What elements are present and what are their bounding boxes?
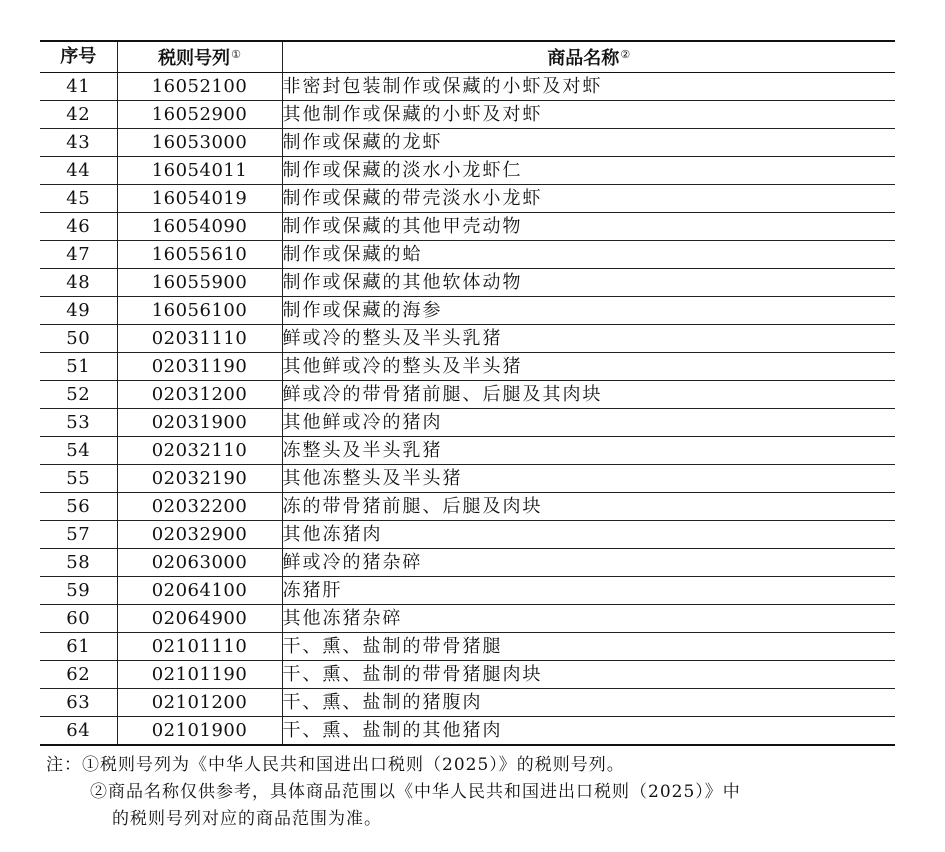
- code-cell: 16052900: [117, 101, 282, 129]
- table-row: [40, 437, 895, 465]
- seq-cell: 51: [40, 353, 117, 381]
- table-row: [40, 577, 895, 605]
- header-seq: 序号: [40, 41, 117, 73]
- code-cell: 02063000: [117, 549, 282, 577]
- seq-cell: 44: [40, 157, 117, 185]
- footnote-mark-2: ②: [620, 48, 631, 61]
- name-cell: 其他冻整头及半头猪: [282, 467, 463, 489]
- table-row: [40, 717, 895, 746]
- code-cell: 16053000: [117, 129, 282, 157]
- name-cell: 其他冻猪肉: [282, 523, 383, 545]
- table-row: [40, 661, 895, 689]
- table-row: [40, 381, 895, 409]
- seq-cell: 43: [40, 129, 117, 157]
- name-cell: 冻的带骨猪前腿、后腿及肉块: [282, 495, 543, 517]
- header-name: 商品名称②: [547, 48, 631, 69]
- table-row: [40, 493, 895, 521]
- table-row: [40, 241, 895, 269]
- code-cell: 02101190: [117, 661, 282, 689]
- seq-cell: 62: [40, 661, 117, 689]
- table-row: [40, 129, 895, 157]
- name-cell: 非密封包装制作或保藏的小虾及对虾: [282, 75, 603, 97]
- code-cell: 16055900: [117, 269, 282, 297]
- seq-cell: 50: [40, 325, 117, 353]
- table-row: [40, 353, 895, 381]
- code-cell: 16052100: [117, 73, 282, 101]
- seq-cell: 58: [40, 549, 117, 577]
- table-row: [40, 633, 895, 661]
- code-cell: 02032190: [117, 465, 282, 493]
- seq-cell: 55: [40, 465, 117, 493]
- name-cell: 其他冻猪杂碎: [282, 607, 403, 629]
- seq-cell: 63: [40, 689, 117, 717]
- name-cell: 其他鲜或冷的猪肉: [282, 411, 443, 433]
- table-row: [40, 605, 895, 633]
- seq-cell: 64: [40, 717, 117, 746]
- table-row: [40, 101, 895, 129]
- table-header-row: [40, 41, 895, 73]
- name-cell: 干、熏、盐制的带骨猪腿: [282, 635, 503, 657]
- code-cell: 16054019: [117, 185, 282, 213]
- tariff-table: [40, 40, 895, 746]
- code-cell: 02032110: [117, 437, 282, 465]
- code-cell: 02031900: [117, 409, 282, 437]
- table-row: [40, 549, 895, 577]
- seq-cell: 42: [40, 101, 117, 129]
- seq-cell: 52: [40, 381, 117, 409]
- seq-cell: 47: [40, 241, 117, 269]
- seq-cell: 41: [40, 73, 117, 101]
- header-code: 税则号列①: [117, 41, 282, 73]
- seq-cell: 61: [40, 633, 117, 661]
- seq-cell: 57: [40, 521, 117, 549]
- table-row: [40, 213, 895, 241]
- name-cell: 鲜或冷的带骨猪前腿、后腿及其肉块: [282, 383, 603, 405]
- name-cell: 干、熏、盐制的带骨猪腿肉块: [282, 663, 543, 685]
- seq-cell: 49: [40, 297, 117, 325]
- name-cell: 制作或保藏的龙虾: [282, 131, 443, 153]
- code-cell: 02101200: [117, 689, 282, 717]
- code-cell: 16056100: [117, 297, 282, 325]
- code-cell: 02031200: [117, 381, 282, 409]
- seq-cell: 46: [40, 213, 117, 241]
- name-cell: 制作或保藏的海参: [282, 299, 443, 321]
- table-row: [40, 73, 895, 101]
- footnote-1: 注：①税则号列为《中华人民共和国进出口税则（2025）》的税则号列。: [46, 755, 625, 775]
- seq-cell: 53: [40, 409, 117, 437]
- table-row: [40, 297, 895, 325]
- seq-cell: 48: [40, 269, 117, 297]
- seq-cell: 54: [40, 437, 117, 465]
- table-row: [40, 465, 895, 493]
- table-row: [40, 689, 895, 717]
- code-cell: 02032200: [117, 493, 282, 521]
- table-row: [40, 269, 895, 297]
- name-cell: 制作或保藏的其他软体动物: [282, 271, 523, 293]
- footnotes: [46, 752, 906, 833]
- table-row: [40, 521, 895, 549]
- footnote-2-continued: 的税则号列对应的商品范围为准。: [112, 809, 382, 829]
- name-cell: 制作或保藏的带壳淡水小龙虾: [282, 187, 543, 209]
- footnote-2: ②商品名称仅供参考，具体商品范围以《中华人民共和国进出口税则（2025）》中: [90, 782, 741, 802]
- code-cell: 16054011: [117, 157, 282, 185]
- name-cell: 冻整头及半头乳猪: [282, 439, 443, 461]
- code-cell: 02064900: [117, 605, 282, 633]
- code-cell: 16054090: [117, 213, 282, 241]
- code-cell: 02031190: [117, 353, 282, 381]
- code-cell: 02101900: [117, 717, 282, 746]
- seq-cell: 45: [40, 185, 117, 213]
- name-cell: 鲜或冷的猪杂碎: [282, 551, 423, 573]
- name-cell: 鲜或冷的整头及半头乳猪: [282, 327, 503, 349]
- code-cell: 02064100: [117, 577, 282, 605]
- name-cell: 干、熏、盐制的其他猪肉: [282, 719, 503, 741]
- table-row: [40, 157, 895, 185]
- seq-cell: 60: [40, 605, 117, 633]
- code-cell: 16055610: [117, 241, 282, 269]
- name-cell: 制作或保藏的其他甲壳动物: [282, 215, 523, 237]
- name-cell: 冻猪肝: [282, 579, 343, 601]
- name-cell: 制作或保藏的淡水小龙虾仁: [282, 159, 523, 181]
- footnote-mark-1: ①: [231, 48, 241, 61]
- table-row: [40, 325, 895, 353]
- name-cell: 其他鲜或冷的整头及半头猪: [282, 355, 523, 377]
- code-cell: 02101110: [117, 633, 282, 661]
- code-cell: 02031110: [117, 325, 282, 353]
- name-cell: 制作或保藏的蛤: [282, 243, 423, 265]
- table-body: [40, 73, 895, 746]
- seq-cell: 56: [40, 493, 117, 521]
- code-cell: 02032900: [117, 521, 282, 549]
- table-row: [40, 409, 895, 437]
- seq-cell: 59: [40, 577, 117, 605]
- name-cell: 干、熏、盐制的猪腹肉: [282, 691, 483, 713]
- name-cell: 其他制作或保藏的小虾及对虾: [282, 103, 543, 125]
- table-row: [40, 185, 895, 213]
